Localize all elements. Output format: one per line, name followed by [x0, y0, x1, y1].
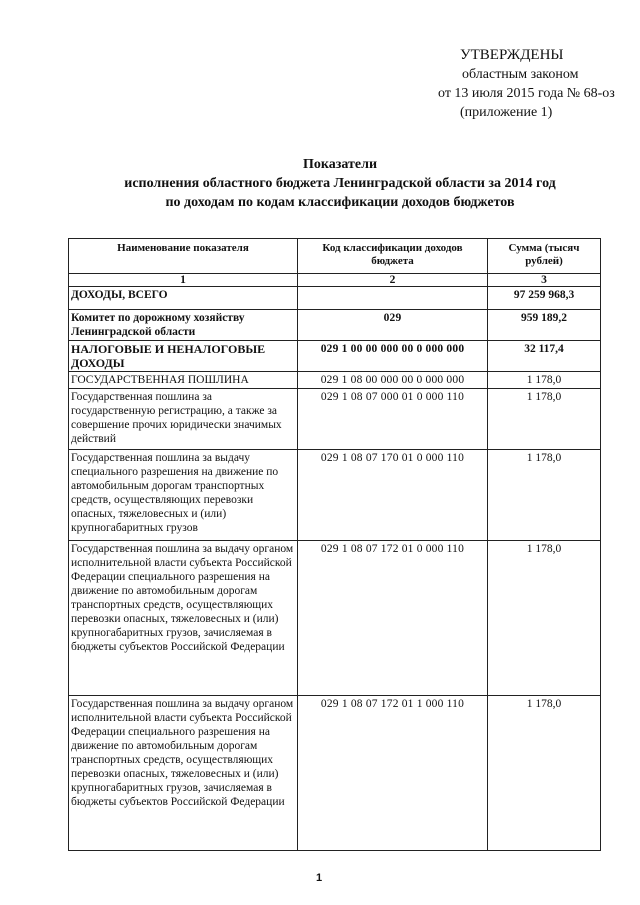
- row-code: 029 1 08 07 170 01 0 000 110: [298, 450, 488, 541]
- page-number: 1: [316, 872, 323, 884]
- row-sum: 1 178,0: [488, 450, 601, 541]
- row-sum: 1 178,0: [488, 372, 601, 389]
- row-code: 029: [298, 310, 488, 341]
- approval-law: областным законом: [462, 67, 579, 82]
- row-name: Государственная пошлина за выдачу органом исполнительной власти субъекта Российской Федерации специального разрешения на движение по автомобильным дорогам транспортных средств, осуществляющих перевозки опасных, тяжеловесных и (или) крупногабаритных грузов, зачисляемая в бюджеты субъектов Российской Федерации: [69, 541, 298, 696]
- row-sum: 1 178,0: [488, 389, 601, 450]
- row-name: Комитет по дорожному хозяйству Ленинградской области: [69, 310, 298, 341]
- approval-heading: УТВЕРЖДЕНЫ: [460, 47, 564, 63]
- row-code: 029 1 00 00 000 00 0 000 000: [298, 341, 488, 372]
- table-header-row: [69, 239, 601, 274]
- row-sum: 959 189,2: [488, 310, 601, 341]
- table-row: [69, 696, 601, 851]
- table-row: [69, 310, 601, 341]
- column-number-row: [69, 274, 601, 287]
- table-row: [69, 372, 601, 389]
- document-title: [60, 155, 620, 212]
- row-name: ГОСУДАРСТВЕННАЯ ПОШЛИНА: [69, 372, 298, 389]
- approval-date: от 13 июля 2015 года № 68-оз: [438, 86, 615, 101]
- row-name: Государственная пошлина за выдачу специального разрешения на движение по автомобильным дорогам транспортных средств, осуществляющих перевозки опасных, тяжеловесных и (или) крупногабаритных грузов: [69, 450, 298, 541]
- row-sum: 1 178,0: [488, 696, 601, 851]
- header-code: Код классификации доходов бюджета: [298, 239, 488, 274]
- row-name: Государственная пошлина за государственную регистрацию, а также за совершение прочих юридически значимых действий: [69, 389, 298, 450]
- row-name: НАЛОГОВЫЕ И НЕНАЛОГОВЫЕ ДОХОДЫ: [69, 341, 298, 372]
- approval-appendix: (приложение 1): [460, 105, 553, 120]
- row-sum: 32 117,4: [488, 341, 601, 372]
- approval-block: [440, 46, 630, 122]
- row-code: 029 1 08 07 172 01 1 000 110: [298, 696, 488, 851]
- header-sum: Сумма (тысяч рублей): [488, 239, 601, 274]
- table-row: [69, 450, 601, 541]
- title-line-3: по доходам по кодам классификации доходов бюджетов: [165, 195, 515, 210]
- column-number: 3: [488, 274, 601, 287]
- row-sum: 1 178,0: [488, 541, 601, 696]
- table-row: [69, 341, 601, 372]
- title-line-2: исполнения областного бюджета Ленинградской области за 2014 год: [124, 176, 556, 191]
- header-name: Наименование показателя: [69, 239, 298, 274]
- title-line-1: Показатели: [302, 157, 378, 172]
- column-number: 2: [298, 274, 488, 287]
- row-name: ДОХОДЫ, ВСЕГО: [69, 287, 298, 310]
- row-code: 029 1 08 07 172 01 0 000 110: [298, 541, 488, 696]
- row-code: 029 1 08 00 000 00 0 000 000: [298, 372, 488, 389]
- row-name: Государственная пошлина за выдачу органом исполнительной власти субъекта Российской Федерации специального разрешения на движение по автомобильным дорогам транспортных средств, осуществляющих перевозки опасных, тяжеловесных и (или) крупногабаритных грузов, зачисляемая в бюджеты субъектов Российской Федерации: [69, 696, 298, 851]
- revenue-table: [68, 238, 601, 851]
- table-row: [69, 389, 601, 450]
- table-row: [69, 541, 601, 696]
- row-sum: 97 259 968,3: [488, 287, 601, 310]
- column-number: 1: [69, 274, 298, 287]
- row-code: [298, 287, 488, 310]
- row-code: 029 1 08 07 000 01 0 000 110: [298, 389, 488, 450]
- table-row: [69, 287, 601, 310]
